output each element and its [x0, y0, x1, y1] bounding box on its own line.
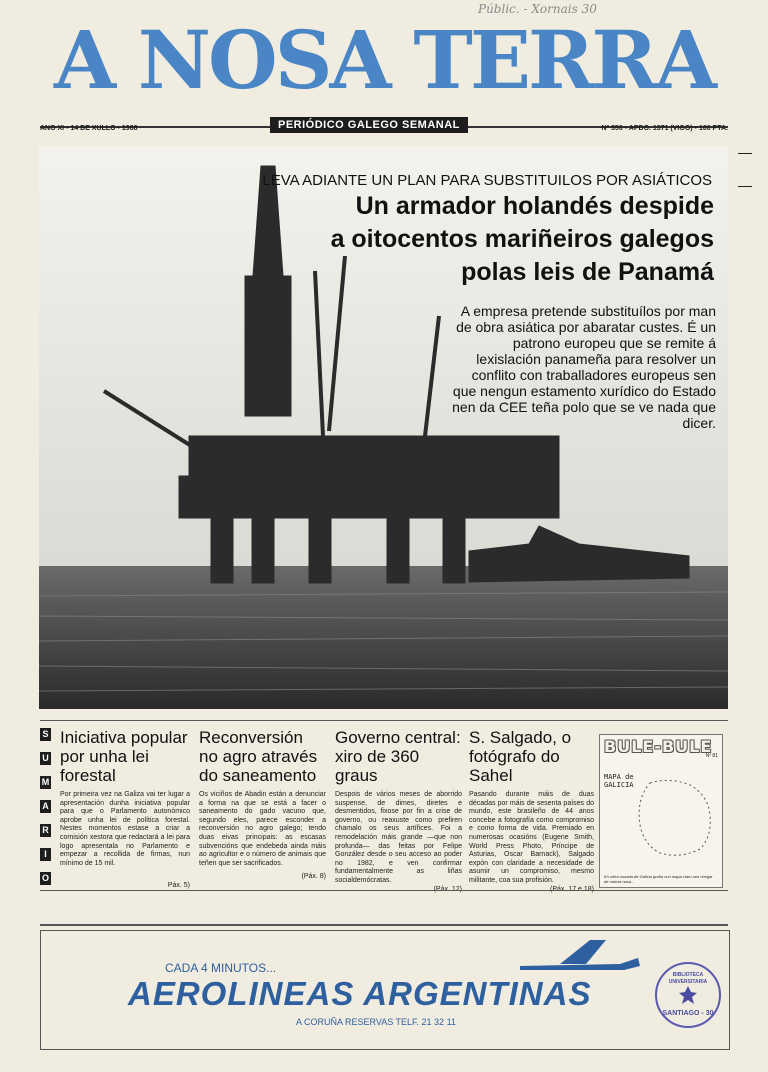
sumario-label — [40, 728, 54, 896]
article-forestal[interactable] — [60, 728, 190, 891]
article-page-ref: Páx. 5) — [167, 882, 190, 890]
sumario-letter: S — [40, 728, 51, 741]
lead-kicker: LEVA ADIANTE UN PLAN PARA SUBSTITUILOS POR ASIÁTICOS — [262, 172, 712, 189]
masthead-subtitle: PERIÓDICO GALEGO SEMANAL — [270, 117, 468, 133]
article-title: Governo central: xiro de 360 graus — [335, 728, 461, 785]
sumario-letter: I — [40, 848, 51, 861]
article-body: Despois de vários meses de aborrido suspense, de dimes, diretes e desmentidos, fixose por fin a crise de governo, ou reaxuste como prefiren chamalo os seus artífices. Foi a remodelación máis grande —que non profunda— das feitas por Felipe González desde o seu acceso ao poder no 1982, e ven confirmar fundamentalmente as liñas socialdemócratas. — [335, 791, 462, 884]
cartoon-title: BULE-BULE — [604, 737, 713, 756]
article-body: Os viciños de Abadin están a denunciar a forma na que se está a facer o saneamento do gado vacuno que, segundo eles, parece esconder a reconversión no agro galego; tendo duas eivas principais: as escasas subvencións que endebeda ainda máis ao agricultor e o número de animais que teñen que ser sacrificados. — [199, 791, 326, 867]
issue-line: Nº 350 • APDO. 1371 (VIGO) • 100 PTA. — [601, 125, 728, 132]
bule-bule-cartoon — [599, 734, 723, 888]
cartoon-caption: En xeira ousada de Galicia grafía cun mapa claro sen chegar de notícia nosa... — [604, 874, 713, 884]
ad-top-rule — [40, 924, 728, 926]
sumario-letter: M — [41, 777, 50, 787]
stamp-number: SANTIAGO - 30 — [662, 1010, 714, 1017]
article-salgado[interactable] — [469, 728, 594, 894]
stamp-number-value: 30 — [705, 1010, 714, 1017]
cartoon-map-drawing — [630, 775, 718, 861]
ad-brand: AEROLINEAS ARGENTINAS — [128, 975, 592, 1012]
cartoon-map-label: MAPA de GALICIA — [604, 773, 634, 789]
article-title: Iniciativa popular por unha lei forestal — [60, 728, 188, 785]
ad-contact: A CORUÑA RESERVAS TELF. 21 32 11 — [296, 1017, 456, 1027]
library-stamp — [655, 962, 721, 1028]
lead-deck: A empresa pretende substituílos por man de obra asiática por abaratar custes. É un patrono europeu que se remite á lexislación panameña para resolver un conflito con traballadores europeus sen que nengun estamento xurídico do Estado nen da CEE teña polo que se ve nada que dicer. — [452, 303, 716, 431]
handwritten-archive-note: Públic. - Xornais 30 — [478, 2, 597, 16]
cartoon-number: Nº 81 — [705, 753, 718, 759]
article-page-ref: (Páx. 8) — [301, 873, 326, 881]
edge-mark — [738, 153, 752, 154]
airplane-icon — [520, 936, 644, 976]
stamp-label: BIBLIOTECA UNIVERSITARIA — [668, 972, 708, 985]
sumario-letter: A — [40, 800, 51, 813]
sumario-letter: U — [40, 752, 51, 765]
lead-headline — [244, 190, 714, 289]
section-rule — [40, 720, 728, 721]
headline-line: Un armador holandés despide — [355, 192, 714, 220]
dateline: ANO XI • 14 DE XULLO • 1988 — [40, 125, 138, 132]
sumario-letter: R — [40, 824, 51, 837]
article-body: Pasando durante máis de duas décadas por máis de sesenta países do mundo, este brasileño de 44 anos concebe a fotografía como compromiso e como forma de vida. Premiado en numerosas ocasións (Eugene Smith, World Press Photo, Príncipe de Asturias, Oscar Barnack), Salgado expón con claridade a necesidade de asumir un compromiso, mesmo militante, coa sua profisión. — [469, 791, 594, 884]
edge-mark — [738, 186, 752, 187]
ad-tagline: CADA 4 MINUTOS... — [165, 961, 277, 975]
article-title: Reconversión no agro através do saneamento — [199, 728, 318, 785]
crest-icon — [678, 985, 698, 1005]
masthead-title: A NOSA TERRA — [54, 13, 714, 107]
article-reconversion[interactable] — [199, 728, 326, 882]
article-body: Por primeira vez na Galiza vai ter lugar a apresentación dunha iniciativa popular para que o Parlamento autonómico aprobe unha lei de política forestal. Nestes momentos estase a criar a comisión xestora que redactará a lei para logo apresentala no Parlamento e empezar a recollida de firmas, nun mínimo de 15 mil. — [60, 791, 190, 867]
section-rule — [40, 890, 728, 891]
article-governo[interactable] — [335, 728, 462, 894]
stamp-place: SANTIAGO — [662, 1010, 700, 1017]
headline-line: a oitocentos mariñeiros galegos — [330, 225, 714, 253]
headline-line: polas leis de Panamá — [461, 258, 714, 286]
article-title: S. Salgado, o fotógrafo do Sahel — [469, 728, 572, 785]
sumario-letter: O — [41, 873, 49, 883]
